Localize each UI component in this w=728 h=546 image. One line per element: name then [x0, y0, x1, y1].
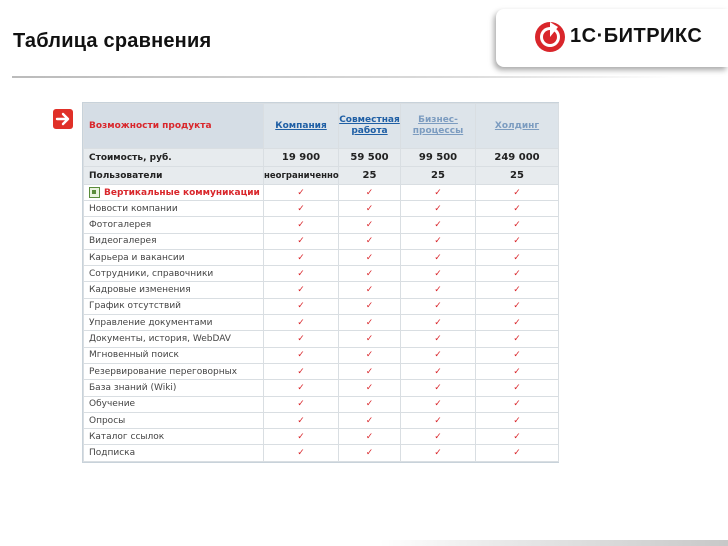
check-icon: ✓: [401, 331, 476, 347]
price-value: 59 500: [339, 149, 401, 167]
column-link-collaboration[interactable]: Совместная работа: [339, 104, 401, 149]
check-icon: ✓: [401, 185, 476, 201]
feature-row: [84, 233, 559, 249]
check-icon: ✓: [339, 217, 401, 233]
feature-label: Карьера и вакансии: [84, 249, 264, 265]
check-icon: ✓: [401, 363, 476, 379]
check-icon: ✓: [401, 282, 476, 298]
check-icon: ✓: [476, 201, 559, 217]
feature-label: График отсутствий: [84, 298, 264, 314]
feature-row: [84, 331, 559, 347]
check-icon: ✓: [476, 347, 559, 363]
check-icon: ✓: [476, 429, 559, 445]
check-icon: ✓: [476, 412, 559, 428]
check-icon: ✓: [339, 185, 401, 201]
check-icon: ✓: [401, 380, 476, 396]
feature-label: Видеогалерея: [84, 233, 264, 249]
check-icon: ✓: [401, 445, 476, 461]
check-icon: ✓: [264, 282, 339, 298]
feature-label: Мгновенный поиск: [84, 347, 264, 363]
table-header-row: [84, 104, 559, 149]
check-icon: ✓: [339, 298, 401, 314]
feature-label: Управление документами: [84, 315, 264, 331]
feature-row: [84, 412, 559, 428]
check-icon: ✓: [339, 445, 401, 461]
check-icon: ✓: [339, 380, 401, 396]
feature-label: Опросы: [84, 412, 264, 428]
check-icon: ✓: [264, 412, 339, 428]
feature-label: База знаний (Wiki): [84, 380, 264, 396]
feature-column-header: Возможности продукта: [84, 104, 264, 149]
section-icon: [89, 187, 100, 198]
check-icon: ✓: [401, 347, 476, 363]
check-icon: ✓: [264, 315, 339, 331]
check-icon: ✓: [264, 249, 339, 265]
feature-row: [84, 282, 559, 298]
feature-label: Резервирование переговорных: [84, 363, 264, 379]
slide-title: Таблица сравнения: [13, 30, 212, 52]
check-icon: ✓: [401, 412, 476, 428]
check-icon: ✓: [339, 412, 401, 428]
bitrix-logo-icon: [534, 21, 566, 53]
check-icon: ✓: [476, 282, 559, 298]
check-icon: ✓: [339, 429, 401, 445]
feature-row: [84, 266, 559, 282]
feature-label: Обучение: [84, 396, 264, 412]
check-icon: ✓: [476, 331, 559, 347]
feature-label: Сотрудники, справочники: [84, 266, 264, 282]
check-icon: ✓: [339, 249, 401, 265]
check-icon: ✓: [476, 445, 559, 461]
check-icon: ✓: [339, 201, 401, 217]
check-icon: ✓: [401, 429, 476, 445]
check-icon: ✓: [401, 315, 476, 331]
check-icon: ✓: [339, 266, 401, 282]
users-value: 25: [339, 167, 401, 185]
price-row: [84, 149, 559, 167]
comparison-table: [82, 102, 559, 463]
users-value: 25: [401, 167, 476, 185]
feature-row: [84, 445, 559, 461]
check-icon: ✓: [264, 201, 339, 217]
check-icon: ✓: [264, 298, 339, 314]
check-icon: ✓: [401, 201, 476, 217]
check-icon: ✓: [264, 363, 339, 379]
check-icon: ✓: [476, 249, 559, 265]
feature-label: Подписка: [84, 445, 264, 461]
feature-row: [84, 201, 559, 217]
check-icon: ✓: [264, 347, 339, 363]
check-icon: ✓: [339, 331, 401, 347]
check-icon: ✓: [264, 445, 339, 461]
feature-row: [84, 347, 559, 363]
feature-row: [84, 298, 559, 314]
feature-label: Новости компании: [84, 201, 264, 217]
check-icon: ✓: [264, 266, 339, 282]
check-icon: ✓: [476, 380, 559, 396]
users-row: [84, 167, 559, 185]
logo-panel: [496, 9, 728, 67]
bottom-decoration: [380, 540, 728, 546]
feature-row: [84, 249, 559, 265]
feature-row: [84, 363, 559, 379]
section-row: [84, 185, 559, 201]
column-link-company[interactable]: Компания: [264, 104, 339, 149]
check-icon: ✓: [339, 233, 401, 249]
check-icon: ✓: [264, 429, 339, 445]
check-icon: ✓: [264, 380, 339, 396]
feature-row: [84, 429, 559, 445]
check-icon: ✓: [476, 298, 559, 314]
check-icon: ✓: [476, 266, 559, 282]
check-icon: ✓: [264, 185, 339, 201]
feature-row: [84, 315, 559, 331]
check-icon: ✓: [264, 396, 339, 412]
check-icon: ✓: [339, 363, 401, 379]
feature-row: [84, 396, 559, 412]
logo-text: 1С·БИТРИКС: [570, 25, 703, 47]
feature-label: Кадровые изменения: [84, 282, 264, 298]
check-icon: ✓: [264, 217, 339, 233]
feature-row: [84, 217, 559, 233]
check-icon: ✓: [476, 315, 559, 331]
price-value: 249 000: [476, 149, 559, 167]
price-value: 99 500: [401, 149, 476, 167]
arrow-right-icon[interactable]: [53, 109, 73, 129]
column-link-business-processes[interactable]: Бизнес-процессы: [401, 104, 476, 149]
check-icon: ✓: [401, 266, 476, 282]
section-title: Вертикальные коммуникации: [104, 188, 260, 198]
users-label: Пользователи: [84, 167, 264, 185]
check-icon: ✓: [476, 363, 559, 379]
check-icon: ✓: [401, 217, 476, 233]
check-icon: ✓: [476, 396, 559, 412]
title-divider: [12, 76, 674, 78]
check-icon: ✓: [401, 298, 476, 314]
check-icon: ✓: [339, 396, 401, 412]
check-icon: ✓: [264, 233, 339, 249]
feature-label: Каталог ссылок: [84, 429, 264, 445]
check-icon: ✓: [476, 185, 559, 201]
check-icon: ✓: [339, 282, 401, 298]
check-icon: ✓: [476, 217, 559, 233]
check-icon: ✓: [401, 249, 476, 265]
feature-row: [84, 380, 559, 396]
price-label: Стоимость, руб.: [84, 149, 264, 167]
check-icon: ✓: [339, 347, 401, 363]
feature-label: Документы, история, WebDAV: [84, 331, 264, 347]
users-value: неограниченно: [264, 167, 339, 185]
price-value: 19 900: [264, 149, 339, 167]
users-value: 25: [476, 167, 559, 185]
check-icon: ✓: [401, 233, 476, 249]
column-link-holding[interactable]: Холдинг: [476, 104, 559, 149]
check-icon: ✓: [264, 331, 339, 347]
feature-label: Фотогалерея: [84, 217, 264, 233]
check-icon: ✓: [401, 396, 476, 412]
check-icon: ✓: [339, 315, 401, 331]
section-label: [84, 185, 264, 201]
check-icon: ✓: [476, 233, 559, 249]
